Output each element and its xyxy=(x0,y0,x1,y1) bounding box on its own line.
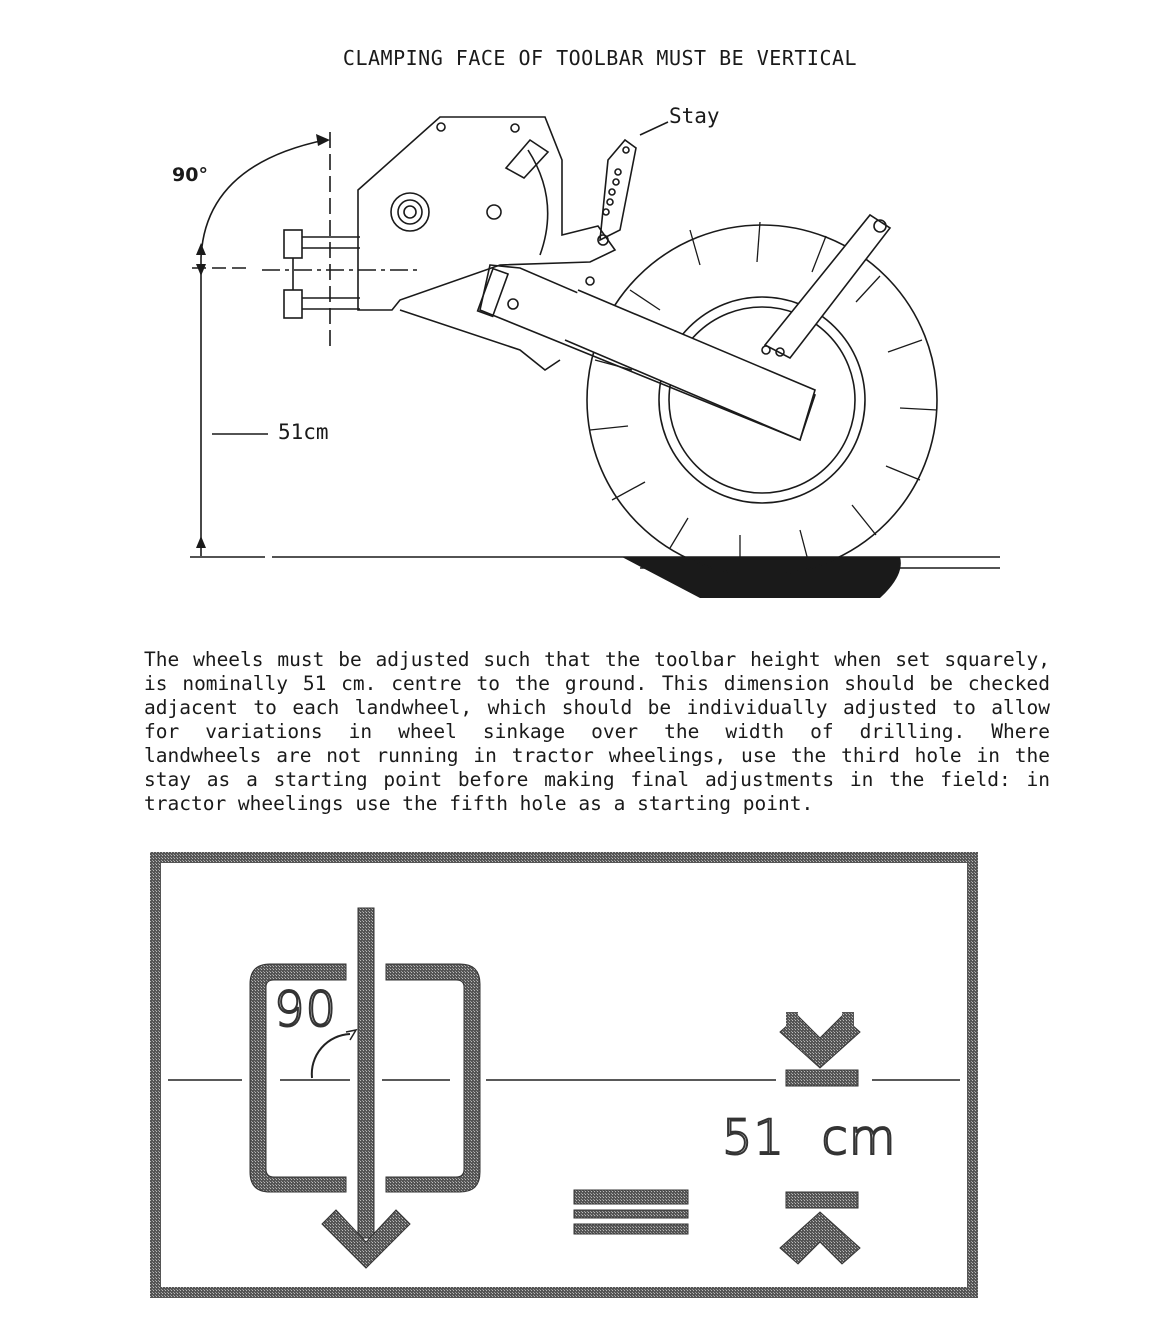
stay-label: Stay xyxy=(669,104,720,128)
decal-ground-symbol xyxy=(574,1190,688,1234)
paragraph-line: adjacent to each landwheel, which should be individually adjusted to allow xyxy=(144,696,1050,719)
paragraph-line: stay as a starting point before making final adjustments in the field: in xyxy=(144,768,1050,791)
instruction-paragraph xyxy=(144,648,1050,816)
paragraph-line: The wheels must be adjusted such that the toolbar height when set squarely, xyxy=(144,648,1050,671)
paragraph-line: for variations in wheel sinkage over the width of drilling. Where xyxy=(144,720,1050,743)
paragraph-line: is nominally 51 cm. centre to the ground. This dimension should be checked xyxy=(144,672,1050,695)
decal-clamp-right xyxy=(386,964,480,1192)
angle-label: 90° xyxy=(172,164,208,186)
decal-bottom-stop xyxy=(786,1192,858,1208)
paragraph-line: landwheels are not running in tractor wheelings, use the third hole in the xyxy=(144,744,1050,767)
wheel-sinkage xyxy=(622,557,901,598)
page-heading: CLAMPING FACE OF TOOLBAR MUST BE VERTICAL xyxy=(342,46,858,70)
toolbar-setup-diagram xyxy=(0,0,1152,620)
decal-bottom-arrow xyxy=(780,1212,860,1264)
decal-top-stop xyxy=(786,1070,858,1086)
stay-bar xyxy=(600,140,636,240)
decal-distance-text: 51 cm xyxy=(722,1110,897,1166)
decal-vertical-bar xyxy=(358,908,374,1238)
paragraph-line: tractor wheelings use the fifth hole as a starting point. xyxy=(144,792,814,815)
angle-arc xyxy=(201,140,325,258)
setup-decal xyxy=(150,852,978,1298)
height-label: 51cm xyxy=(278,420,329,444)
decal-angle-text: 90 xyxy=(274,982,338,1038)
